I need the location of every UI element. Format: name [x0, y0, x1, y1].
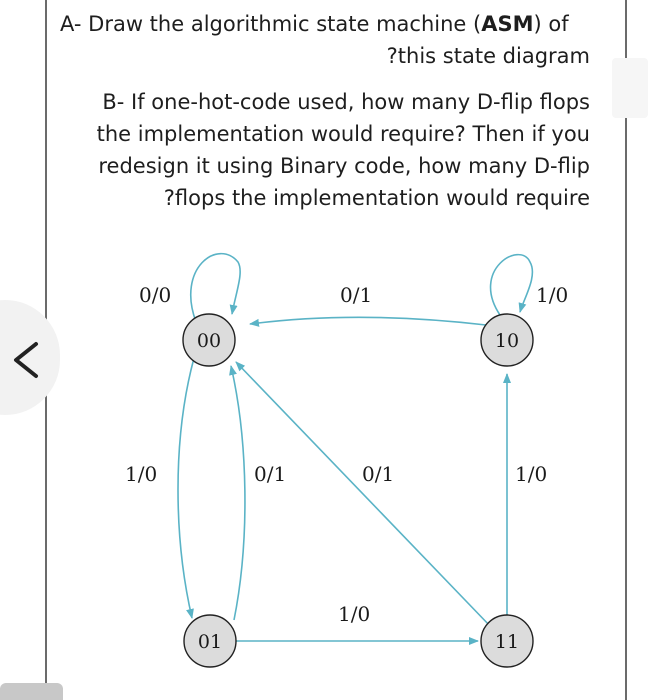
arrow-00-to-01: [178, 358, 194, 618]
state-00-label: 00: [196, 330, 222, 352]
question-b-line3: redesign it using Binary code, how many D-flip: [98, 154, 590, 178]
arrow-01-to-00: [231, 366, 245, 620]
label-01-to-11: 1/0: [338, 602, 371, 626]
chevron-left-icon: [8, 340, 44, 380]
arrow-11-to-00: [236, 362, 491, 627]
state-10-label: 10: [494, 330, 520, 352]
label-01-to-00: 0/1: [254, 462, 287, 486]
arrow-self-00: [191, 254, 240, 322]
bottom-handle[interactable]: [0, 683, 63, 700]
question-b-line1: B- If one-hot-code used, how many D-flip flops: [102, 90, 590, 114]
state-01-label: 01: [197, 631, 223, 653]
label-10-to-00: 0/1: [340, 283, 373, 307]
label-00-to-01: 1/0: [125, 462, 158, 486]
question-a-prefix: A- Draw the algorithmic state machine (: [60, 12, 482, 36]
question-a-line2: ?this state diagram: [386, 44, 590, 68]
arrow-self-10: [491, 255, 533, 315]
arrow-10-to-00: [250, 317, 486, 325]
label-self-00: 0/0: [139, 283, 172, 307]
label-11-to-10: 1/0: [515, 462, 548, 486]
question-b-line2: the implementation would require? Then if you: [96, 122, 590, 146]
state-11-label: 11: [494, 631, 520, 653]
label-11-to-00: 0/1: [362, 462, 395, 486]
label-self-10: 1/0: [536, 283, 569, 307]
question-a-bold: ASM: [481, 12, 534, 36]
question-b-line4: ?flops the implementation would require: [163, 186, 590, 210]
question-a-suffix: ) of: [533, 12, 569, 36]
